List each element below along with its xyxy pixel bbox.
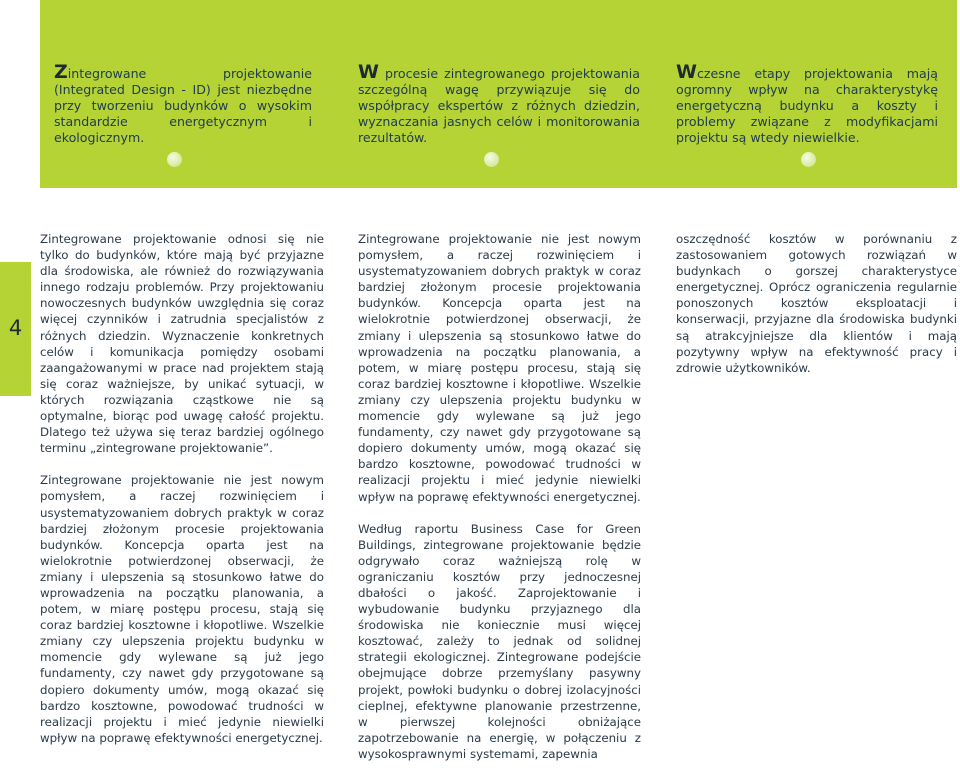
page-number: 4 [8, 316, 23, 340]
page-number-tab [0, 262, 31, 396]
text-column-2 [358, 231, 641, 778]
drop-initial: W [676, 61, 697, 83]
bullet-dot-icon [801, 152, 816, 167]
drop-initial: Z [54, 61, 68, 83]
drop-initial: W [358, 61, 379, 83]
text-column-1 [40, 231, 324, 762]
highlight-text: integrowane projektowanie (Integrated Design - ID) jest niezbędne przy tworzeniu budynków o wysokim standardzie energetycznym i ekologicznym. [54, 66, 312, 145]
text-column-3 [676, 231, 957, 392]
highlight-3 [676, 61, 938, 146]
paragraph: Zintegrowane projektowanie odnosi się nie tylko do budynków, które mają być przyjazne dla środowiska, ale również do rozwiązywania innego rodzaju problemów. Przy projektowaniu nowoczesnych budynków uwzględnia się coraz więcej czynników i zatrudnia specjalistów z różnych dziedzin. Wyznaczenie konkretnych celów i komunikacja pomiędzy osobami zaangażowanymi w prace nad projektem stają się coraz ważniejsze, by unikać sytuacji, w których rozwiązania cząstkowe nie są optymalne, biorąc pod uwagę całość projektu. Dlatego też używa się teraz bardziej ogólnego terminu „zintegrowane projektowanie”. [40, 232, 324, 456]
paragraph: Zintegrowane projektowanie nie jest nowym pomysłem, a raczej rozwinięciem i usystematyzowaniem dobrych praktyk w coraz bardziej złożonym procesie projektowania budynków. Koncepcja oparta jest na wielokrotnie potwierdzonej obserwacji, że zmiany i ulepszenia są stosunkowo łatwe do wprowadzenia na początku planowania, a potem, w miarę postępu procesu, stają się coraz bardziej kosztowne i kłopotliwe. Wszelkie zmiany czy ulepszenia projektu budynku w momencie gdy wylewane są już jego fundamenty, czy nawet gdy przygotowane są dopiero dokumenty umów, mogą okazać się bardzo kosztowne, powodować trudności w realizacji projektu i mieć jedynie niewielki wpływ na poprawę efektywności energetycznej. [358, 232, 641, 504]
paragraph: Według raportu Business Case for Green Buildings, zintegrowane projektowanie będzie odgrywało coraz ważniejszą rolę w ograniczaniu kosztów przy jednoczesnej dbałości o jakość. Zaprojektowanie i wybudowanie budynku przyjaznego dla środowiska nie koniecznie musi więcej kosztować, zależy to jednak od solidnej strategii ekologicznej. Zintegrowane podejście obejmujące dobrze przemyślany pasywny projekt, powłoki budynku o dobrej izolacyjności cieplnej, efektywne planowanie przestrzenne, w pierwszej kolejności obniżające zapotrzebowanie na energię, w połączeniu z wysokosprawnymi systemami, zapewnia [358, 521, 641, 761]
highlight-text: czesne etapy projektowania mają ogromny wpływ na charakterystykę energetyczną budynku a koszty i problemy związane z modyfikacjami projektu są wtedy niewielkie. [676, 66, 938, 145]
highlight-text: procesie zintegrowanego projektowania szczególną wagę przywiązuje się do współpracy ekspertów z różnych dziedzin, wyznaczania jasnych celów i monitorowania rezultatów. [358, 66, 640, 145]
bullet-dot-icon [484, 152, 499, 167]
bullet-dot-icon [167, 152, 182, 167]
highlight-1 [54, 61, 312, 146]
paragraph: oszczędność kosztów w porównaniu z zastosowaniem gotowych rozwiązań w budynkach o gorszej charakterystyce energetycznej. Oprócz ograniczenia regularnie ponoszonych kosztów eksploatacji i konserwacji, przyjazne dla środowiska budynki są atrakcyjniejsze dla klientów i mają pozytywny wpływ na efektywność pracy i zdrowie użytkowników. [676, 232, 957, 375]
paragraph: Zintegrowane projektowanie nie jest nowym pomysłem, a raczej rozwinięciem i usystematyzowaniem dobrych praktyk w coraz bardziej złożonym procesie projektowania budynków. Koncepcja oparta jest na wielokrotnie potwierdzonej obserwacji, że zmiany i ulepszenia są stosunkowo łatwe do wprowadzenia na początku planowania, a potem, w miarę postępu procesu, stają się coraz bardziej kosztowne i kłopotliwe. Wszelkie zmiany czy ulepszenia projektu budynku w momencie gdy wylewane są już jego fundamenty, czy nawet gdy przygotowane są dopiero dokumenty umów, mogą okazać się bardzo kosztowne, powodować trudności w realizacji projektu i mieć jedynie niewielki wpływ na poprawę efektywności energetycznej. [40, 473, 324, 745]
highlight-2 [358, 61, 640, 146]
